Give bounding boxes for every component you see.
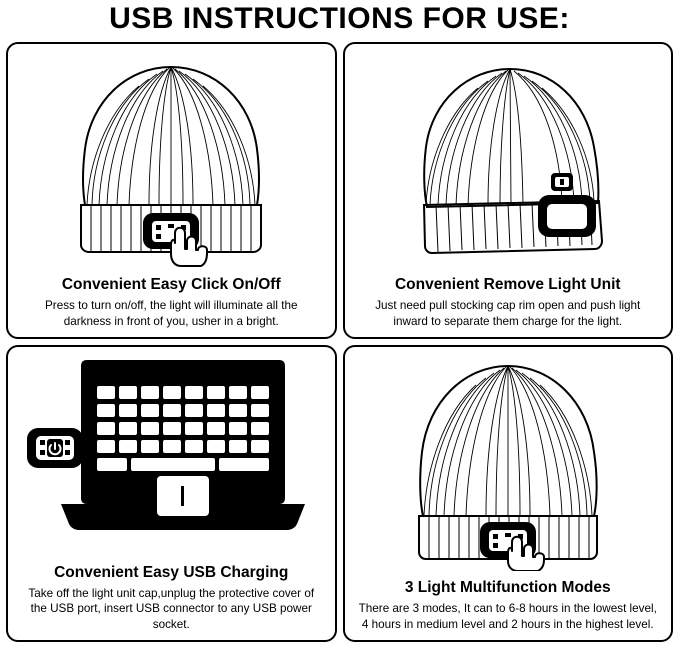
instruction-card-multifunction-modes [343,345,674,642]
instruction-card-grid [6,42,673,642]
card-title: Convenient Remove Light Unit [394,276,621,293]
page-title: USB INSTRUCTIONS FOR USE: [109,2,570,35]
instruction-card-easy-click-on-off [6,42,337,339]
card-description: Just need pull stocking cap rim open and push light inward to separate them charge for the light. [375,299,641,328]
illustration-beanie-hand-press [8,44,335,276]
illustration-beanie-light-unit [345,44,672,276]
card-title: Convenient Easy Click On/Off [61,276,281,293]
illustration-beanie-hand-modes [345,347,672,579]
card-description: Take off the light unit cap,unplug the protective cover of the USB port, insert USB connector to any USB power socket. [28,586,315,631]
instruction-card-easy-usb-charging [6,345,337,642]
instruction-card-remove-light-unit [343,42,674,339]
card-title: 3 Light Multifunction Modes [404,579,611,596]
card-description: Press to turn on/off, the light will illuminate all the darkness in front of you, usher in a bright. [45,299,298,328]
card-title: Convenient Easy USB Charging [54,563,289,581]
card-description: There are 3 modes, It can to 6-8 hours in the lowest level, 4 hours in medium level and 2 hours in the highest level. [358,602,657,631]
illustration-laptop-usb-charging [8,347,335,564]
